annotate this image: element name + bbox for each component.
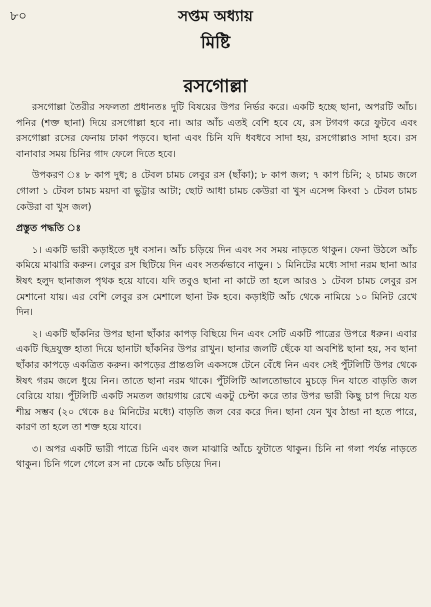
step-paragraph-1: ১। একটি ভারী কড়াইতে দুধ বসান। আঁচ চড়িয়ে দিন এবং সব সময় নাড়তে থাকুন। ফেনা উঠলে আঁচ কমিয়ে মাঝারি করুন। লেবুর রস ছিটিয়ে দিন এবং সতর্কভাবে নাড়ুন। ১ মিনিটের মধ্যে সাদা নরম ছানা আর ঈষৎ হলুদ ছানাজল পৃথক হয়ে যাবে। যদি তবুও ছানা না কাটে তা হলে আরও ১ টেবল চামচ লেবুর রস মেশানো যায়। এর বেশি লেবুর রস মেশালে ছানা টক হবে। কড়াইটি আঁচ থেকে নামিয়ে ১০ মিনিট রেখে দিন। xyxy=(16,244,417,319)
intro-paragraph: রসগোল্লা তৈরীর সফলতা প্রধানতঃ দুটি বিষয়ের উপর নির্ভর করে। একটি হচ্ছে ছানা, অপরটি আঁচ। পনির (শক্ত ছানা) দিয়ে রসগোল্লা হবে না। আর আঁচ এতই বেশি হবে যে, রস টগবগ করে ফুটবে এবং রসগোল্লা রসের ফেনায় ঢাকা পড়বে। ছানা এবং চিনি যদি ধবধবে সাদা হয়, রসগোল্লাও সাদা হবে। রস বানাবার সময় চিনির গাদ ফেলে দিতে হবে। xyxy=(16,102,417,160)
page-number: ৮০ xyxy=(10,9,27,24)
method-heading: প্রস্তুত পদ্ধতি ঃ xyxy=(16,223,81,235)
ingredients-paragraph: উপকরণ ঃ ৮ কাপ দুধ; ৪ টেবল চামচ লেবুর রস (ছাঁকা); ৮ কাপ জল; ৭ কাপ চিনি; ২ চামচ জলে গোলা ১ টেবল চামচ ময়দা বা ভুট্টার আটা; ছোট আধা চামচ কেউরা বা খুস এসেন্স কিংবা ১ টেবল চামচ কেউরা বা খুস জল) xyxy=(16,170,417,213)
recipe-body xyxy=(16,100,417,479)
chapter-title: সপ্তম অধ্যায় xyxy=(178,7,253,25)
step-paragraph-2: ২। একটি ছাঁকনির উপর ছানা ছাঁকার কাপড় বিছিয়ে দিন এবং সেটি একটি পাত্রের উপরে ধরুন। এবার একটি ছিদ্রযুক্ত হাতা দিয়ে ছানাটা ছাঁকনির উপর রাখুন। ছানার জলটি ছেঁকে যা অবশিষ্ট ছানা হয়, সব ছানা ছাঁকার কাপড়ে একত্রিত করুন। কাপড়ের প্রান্তগুলি একসঙ্গে টেনে বেঁধে নিন এবং সেই পুঁটলিটি উপর থেকে ঈষৎ গরম জলে ধুয়ে নিন। তাতে ছানা নরম থাকে। পুঁটলিটি আলতোভাবে মুচড়ে দিন যাতে বাড়তি জল বেরিয়ে যায়। পুঁটলিটি একটি সমতল জায়গায় রেখে একটু চেপ্টা করে তার উপর ভারী কিছু চাপ দিয়ে যত শীঘ্র সম্ভব (২০ থেকে ৪৫ মিনিটের মধ্যে) বাড়তি জল বের করে দিন। ছানা যেন খুব ঠান্ডা না হতে পারে, কারণ তা হলে তা শক্ত হয়ে যাবে। xyxy=(16,328,417,434)
section-title: মিষ্টি xyxy=(200,33,231,53)
step-paragraph-3: ৩। অপর একটি ভারী পাত্রে চিনি এবং জল মাঝারি আঁচে ফুটাতে থাকুন। চিনি না গলা পর্যন্ত নাড়তে থাকুন। চিনি গলে গেলে রস না ঢেকে আঁচ চড়িয়ে দিন। xyxy=(16,443,417,471)
recipe-title: রসগোল্লা xyxy=(183,76,248,97)
